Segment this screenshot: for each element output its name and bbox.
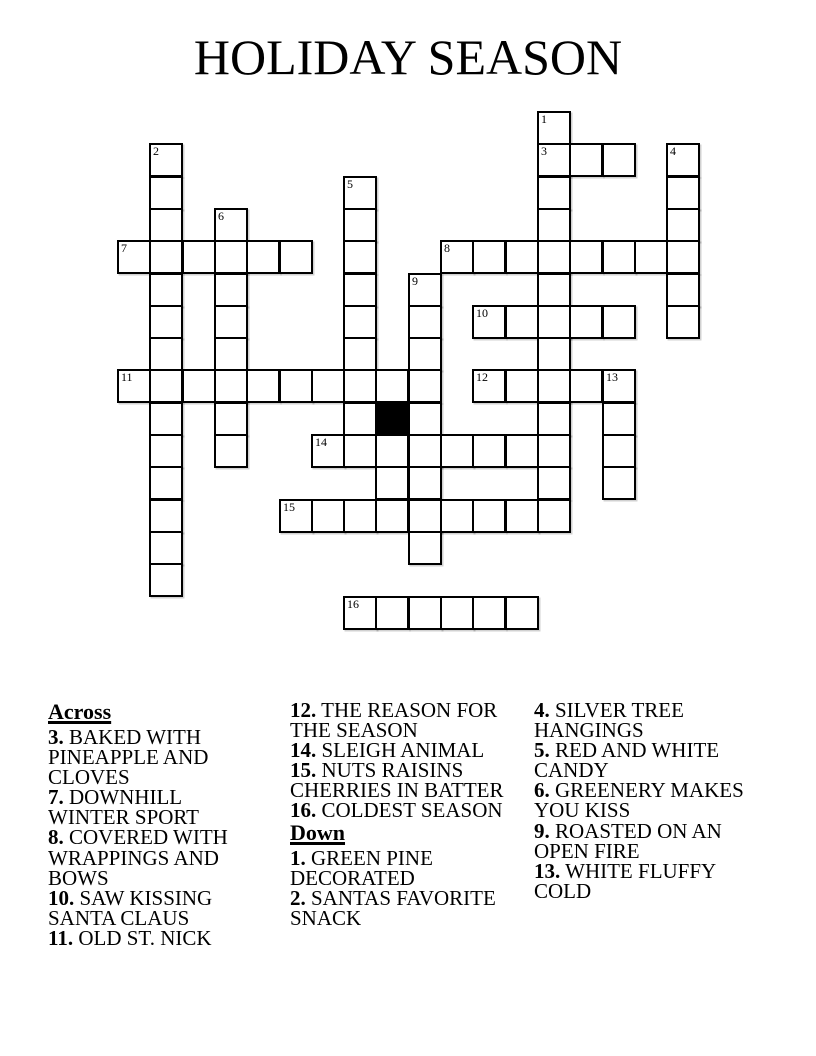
grid-cell[interactable] [182, 369, 216, 403]
grid-cell[interactable] [149, 208, 183, 242]
grid-cell[interactable] [279, 240, 313, 274]
grid-cell[interactable] [149, 143, 183, 177]
grid-cell[interactable] [408, 531, 442, 565]
grid-cell[interactable] [537, 434, 571, 468]
grid-cell[interactable] [505, 596, 539, 630]
clue-number: 4. [534, 698, 550, 722]
grid-cell[interactable] [311, 369, 345, 403]
grid-cell[interactable] [408, 337, 442, 371]
grid-cell[interactable] [246, 240, 280, 274]
grid-cell[interactable] [149, 273, 183, 307]
across-header: Across [48, 699, 112, 724]
grid-cell[interactable] [666, 208, 700, 242]
grid-cell[interactable] [182, 240, 216, 274]
grid-cell[interactable] [343, 499, 377, 533]
grid-cell[interactable] [343, 176, 377, 210]
grid-cell[interactable] [537, 143, 571, 177]
clue-text: DOWNHILL WINTER SPORT [48, 785, 199, 830]
grid-cell[interactable] [343, 305, 377, 339]
grid-cell[interactable] [149, 402, 183, 436]
grid-cell[interactable] [537, 369, 571, 403]
grid-cell[interactable] [602, 305, 636, 339]
grid-cell[interactable] [343, 369, 377, 403]
grid-cell[interactable] [214, 434, 248, 468]
grid-cell[interactable] [149, 305, 183, 339]
grid-cell[interactable] [537, 402, 571, 436]
grid-cell[interactable] [214, 240, 248, 274]
cell-number: 10 [476, 306, 488, 320]
grid-cell[interactable] [311, 434, 345, 468]
grid-cell[interactable] [666, 143, 700, 177]
clue [48, 825, 248, 890]
grid-cell[interactable] [408, 434, 442, 468]
cell-number: 11 [121, 370, 133, 384]
grid-cell[interactable] [440, 499, 474, 533]
grid-cell[interactable] [149, 466, 183, 500]
grid-cell[interactable] [666, 176, 700, 210]
clue-number: 6. [534, 778, 550, 803]
grid-cell[interactable] [505, 305, 539, 339]
clue-number: 10. [48, 885, 75, 910]
grid-cell[interactable] [602, 402, 636, 436]
clue-text: ROASTED ON AN OPEN FIRE [534, 818, 722, 863]
clue-number: 2. [290, 885, 306, 910]
grid-cell[interactable] [569, 305, 603, 339]
clue [290, 845, 522, 890]
grid-cell[interactable] [117, 369, 151, 403]
grid-cell[interactable] [666, 305, 700, 339]
clue-text: COLDEST SEASON [321, 798, 503, 823]
black-cell [375, 402, 409, 436]
grid-cell[interactable] [569, 240, 603, 274]
clue [290, 698, 522, 743]
clue-column-right [534, 700, 744, 901]
grid-cell[interactable] [408, 466, 442, 500]
grid-cell[interactable] [214, 273, 248, 307]
grid-cell[interactable] [472, 596, 506, 630]
clue-number: 15. [290, 758, 317, 783]
clue-number: 11. [48, 925, 74, 950]
grid-cell[interactable] [537, 337, 571, 371]
cell-number: 1 [541, 112, 547, 126]
grid-cell[interactable] [472, 369, 506, 403]
grid-cell[interactable] [569, 143, 603, 177]
clue-text: WHITE FLUFFY COLD [534, 858, 716, 903]
grid-cell[interactable] [666, 273, 700, 307]
grid-cell[interactable] [311, 499, 345, 533]
cell-number: 15 [283, 500, 295, 514]
grid-cell[interactable] [149, 499, 183, 533]
clue-number: 1. [290, 845, 306, 870]
grid-cell[interactable] [505, 499, 539, 533]
grid-cell[interactable] [343, 273, 377, 307]
clue [290, 738, 522, 763]
cell-number: 5 [347, 177, 353, 191]
cell-number: 16 [347, 597, 359, 611]
grid-cell[interactable] [505, 240, 539, 274]
grid-cell[interactable] [537, 111, 571, 145]
grid-cell[interactable] [472, 499, 506, 533]
grid-cell[interactable] [408, 499, 442, 533]
grid-cell[interactable] [408, 369, 442, 403]
grid-cell[interactable] [214, 305, 248, 339]
page-title: HOLIDAY SEASON [193, 29, 623, 85]
clue-text: BAKED WITH PINEAPPLE AND CLOVES [48, 725, 209, 790]
clue-number: 14. [290, 738, 317, 763]
grid-cell[interactable] [408, 305, 442, 339]
clue [290, 758, 522, 803]
cell-number: 13 [606, 370, 618, 384]
grid-cell[interactable] [505, 369, 539, 403]
clue-text: RED AND WHITE CANDY [534, 738, 720, 783]
grid-cell[interactable] [343, 434, 377, 468]
grid-cell[interactable] [537, 499, 571, 533]
clue-column-middle [290, 700, 522, 928]
grid-cell[interactable] [149, 176, 183, 210]
grid-cell[interactable] [472, 305, 506, 339]
grid-cell[interactable] [214, 337, 248, 371]
grid-cell[interactable] [343, 402, 377, 436]
clue-number: 13. [534, 858, 561, 883]
grid-cell[interactable] [569, 369, 603, 403]
grid-cell[interactable] [602, 434, 636, 468]
grid-cell[interactable] [375, 369, 409, 403]
grid-cell[interactable] [149, 531, 183, 565]
clue [48, 885, 248, 930]
clue-number: 7. [48, 785, 64, 810]
grid-cell[interactable] [472, 434, 506, 468]
grid-cell[interactable] [537, 176, 571, 210]
grid-cell[interactable] [343, 337, 377, 371]
grid-cell[interactable] [537, 305, 571, 339]
clue [534, 858, 744, 903]
grid-cell[interactable] [537, 240, 571, 274]
grid-cell[interactable] [149, 240, 183, 274]
grid-cell[interactable] [472, 240, 506, 274]
clue-text: THE REASON FOR THE SEASON [290, 698, 498, 743]
clue-text: NUTS RAISINS CHERRIES IN BATTER [290, 758, 504, 803]
cell-number: 14 [315, 435, 327, 449]
grid-cell[interactable] [634, 240, 668, 274]
grid-cell[interactable] [343, 240, 377, 274]
grid-cell[interactable] [149, 369, 183, 403]
grid-cell[interactable] [375, 596, 409, 630]
clue-text: GREENERY MAKES YOU KISS [534, 778, 744, 823]
grid-cell[interactable] [602, 240, 636, 274]
clue-text: OLD ST. NICK [78, 925, 212, 950]
cell-number: 3 [541, 144, 547, 158]
clue [534, 738, 744, 783]
down-header: Down [290, 819, 346, 845]
grid-cell[interactable] [117, 240, 151, 274]
grid-cell[interactable] [602, 466, 636, 500]
grid-cell[interactable] [440, 240, 474, 274]
grid-cell[interactable] [214, 208, 248, 242]
grid-cell[interactable] [375, 466, 409, 500]
clue-text: COVERED WITH WRAPPINGS AND BOWS [48, 825, 228, 890]
grid-cell[interactable] [666, 240, 700, 274]
grid-cell[interactable] [375, 434, 409, 468]
grid-cell[interactable] [602, 143, 636, 177]
grid-cell[interactable] [149, 563, 183, 597]
clue-text: GREEN PINE DECORATED [290, 845, 433, 890]
clue [534, 698, 744, 743]
clue [48, 725, 248, 790]
grid-cell[interactable] [375, 499, 409, 533]
cell-number: 8 [444, 241, 450, 255]
cell-number: 4 [670, 144, 676, 158]
clue-text: SLEIGH ANIMAL [321, 738, 485, 763]
grid-cell[interactable] [440, 596, 474, 630]
grid-cell[interactable] [408, 402, 442, 436]
grid-cell[interactable] [602, 369, 636, 403]
grid-cell[interactable] [408, 596, 442, 630]
cell-number: 6 [218, 209, 224, 223]
grid-cell[interactable] [505, 434, 539, 468]
clue-number: 12. [290, 698, 317, 722]
cell-number: 9 [412, 274, 418, 288]
grid-cell[interactable] [246, 369, 280, 403]
clue [290, 885, 522, 930]
clue-text: SANTAS FAVORITE SNACK [290, 885, 496, 930]
grid-cell[interactable] [214, 369, 248, 403]
grid-cell[interactable] [343, 208, 377, 242]
grid-cell[interactable] [537, 208, 571, 242]
clue-number: 8. [48, 825, 64, 850]
clue [48, 785, 248, 830]
cell-number: 7 [121, 241, 127, 255]
clue [534, 818, 744, 863]
grid-cell[interactable] [214, 402, 248, 436]
clue [48, 925, 248, 950]
clue-text: SAW KISSING SANTA CLAUS [48, 885, 213, 930]
cell-number: 2 [153, 144, 159, 158]
clue-column-left [48, 700, 248, 948]
clue [534, 778, 744, 823]
clue-number: 9. [534, 818, 550, 843]
grid-cell[interactable] [149, 434, 183, 468]
clue-number: 5. [534, 738, 550, 763]
grid-cell[interactable] [279, 499, 313, 533]
clue-number: 3. [48, 725, 64, 749]
grid-cell[interactable] [408, 273, 442, 307]
clue [290, 798, 522, 823]
grid-cell[interactable] [149, 337, 183, 371]
clue-number: 16. [290, 798, 317, 823]
cell-number: 12 [476, 370, 488, 384]
grid-cell[interactable] [279, 369, 313, 403]
grid-cell[interactable] [440, 434, 474, 468]
grid-cell[interactable] [537, 466, 571, 500]
clue-text: SILVER TREE HANGINGS [534, 698, 684, 743]
grid-cell[interactable] [343, 596, 377, 630]
grid-cell[interactable] [537, 273, 571, 307]
